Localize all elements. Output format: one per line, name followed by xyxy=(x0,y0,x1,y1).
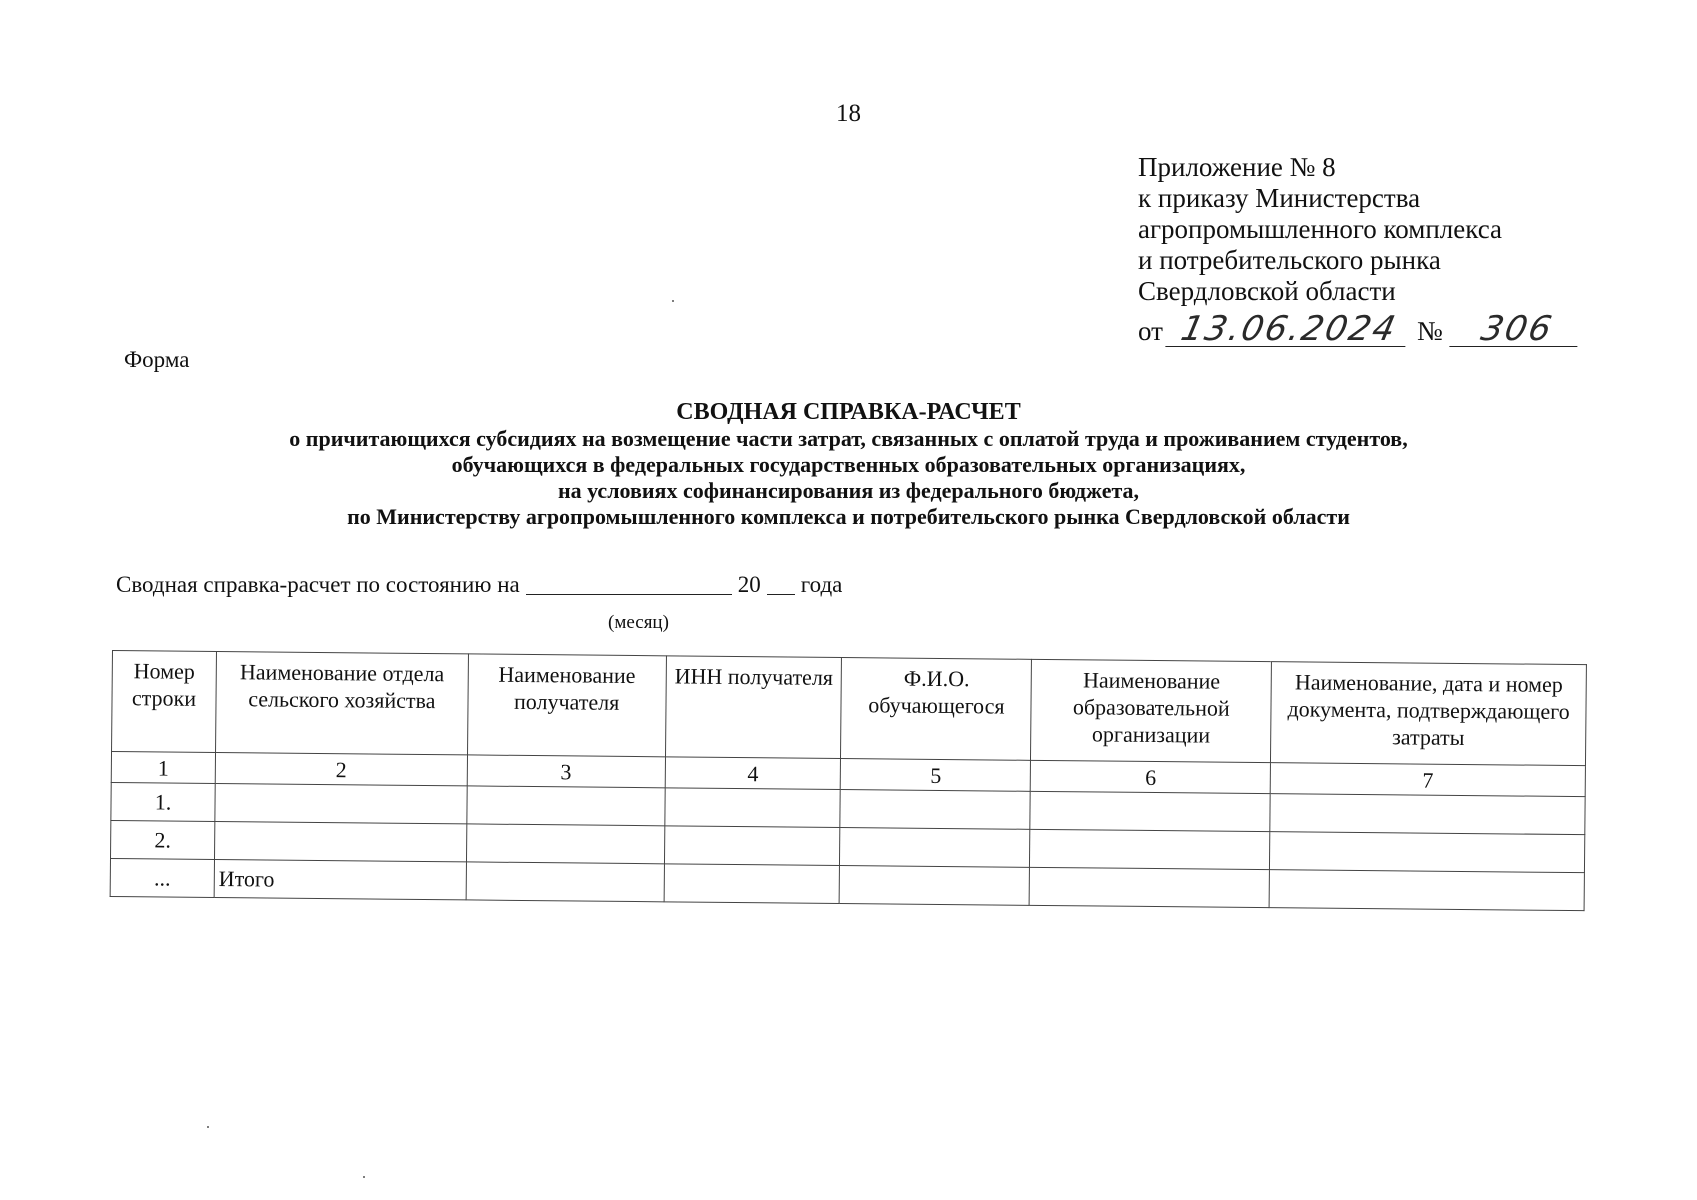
year-prefix: 20 xyxy=(737,572,761,597)
table-cell xyxy=(215,783,467,823)
column-number: 5 xyxy=(841,759,1031,792)
table-cell xyxy=(214,821,466,861)
table-cell xyxy=(1270,832,1585,873)
table-cell xyxy=(840,790,1030,830)
row-number: 2. xyxy=(110,820,214,859)
table-header-row xyxy=(112,651,1587,766)
col-header-inn: ИНН получателя xyxy=(665,656,842,759)
table-cell xyxy=(466,824,664,864)
table-cell xyxy=(840,827,1030,867)
handwritten-number: 306 xyxy=(1449,312,1584,347)
table-cell xyxy=(466,862,664,902)
column-number: 3 xyxy=(467,755,665,788)
as-of-suffix: года xyxy=(800,572,843,597)
row-number: 1. xyxy=(111,782,215,821)
table-cell xyxy=(1029,867,1269,907)
column-number: 6 xyxy=(1031,760,1271,793)
number-label: № xyxy=(1416,316,1443,346)
scan-speck xyxy=(207,1126,209,1128)
table-cell xyxy=(1270,794,1585,835)
col-header-institution: Наименование образовательной организации xyxy=(1031,659,1272,762)
appendix-line: к приказу Министерства xyxy=(1138,183,1421,213)
table-cell xyxy=(1030,829,1270,869)
heading-line: обучающихся в федеральных государственных образовательных организациях, xyxy=(451,452,1246,477)
appendix-line: и потребительского рынка xyxy=(1138,245,1441,275)
document-title: СВОДНАЯ СПРАВКА-РАСЧЕТ xyxy=(676,399,1021,425)
page-number: 18 xyxy=(836,100,861,127)
heading-line: о причитающихся субсидиях на возмещение части затрат, связанных с оплатой труда и проживанием студентов, xyxy=(289,426,1408,451)
heading-line: по Министерству агропромышленного комплекса и потребительского рынка Свердловской области xyxy=(347,504,1350,529)
summary-table xyxy=(110,650,1587,911)
appendix-block xyxy=(1138,152,1502,307)
month-blank xyxy=(526,594,732,595)
table-cell xyxy=(664,864,840,904)
appendix-line: агропромышленного комплекса xyxy=(1138,214,1502,244)
table-cell xyxy=(840,865,1030,905)
document-heading xyxy=(0,398,1697,530)
as-of-line xyxy=(116,572,842,598)
appendix-line: Свердловской области xyxy=(1138,276,1396,306)
table-cell xyxy=(467,786,665,826)
column-number: 4 xyxy=(665,757,841,790)
column-number: 7 xyxy=(1270,763,1585,797)
column-number: 1 xyxy=(111,752,215,784)
month-caption: (месяц) xyxy=(608,612,669,633)
heading-line: на условиях софинансирования из федерального бюджета, xyxy=(557,478,1140,503)
table-cell xyxy=(664,788,840,828)
from-label: от xyxy=(1138,316,1163,346)
column-number: 2 xyxy=(215,752,467,785)
col-header-document: Наименование, дата и номер документа, подтверждающего затраты xyxy=(1271,662,1587,766)
form-label: Форма xyxy=(124,347,190,372)
col-header-row-number: Номер строки xyxy=(112,651,217,753)
order-reference xyxy=(1138,309,1581,349)
col-header-recipient: Наименование получателя xyxy=(467,654,666,757)
year-blank xyxy=(767,594,795,595)
row-number: ... xyxy=(110,858,214,897)
scan-speck xyxy=(363,1176,365,1178)
table-cell xyxy=(1030,791,1270,831)
scan-speck xyxy=(672,300,674,302)
appendix-line: Приложение № 8 xyxy=(1138,152,1336,182)
table-cell xyxy=(664,826,840,866)
as-of-text: Сводная справка-расчет по состоянию на xyxy=(116,572,520,597)
handwritten-date: 13.06.2024 xyxy=(1165,312,1412,347)
table-cell xyxy=(1269,870,1584,911)
total-label: Итого xyxy=(214,859,466,899)
col-header-student-name: Ф.И.О. обучающегося xyxy=(841,658,1032,761)
col-header-department: Наименование отдела сельского хозяйства xyxy=(215,652,468,755)
